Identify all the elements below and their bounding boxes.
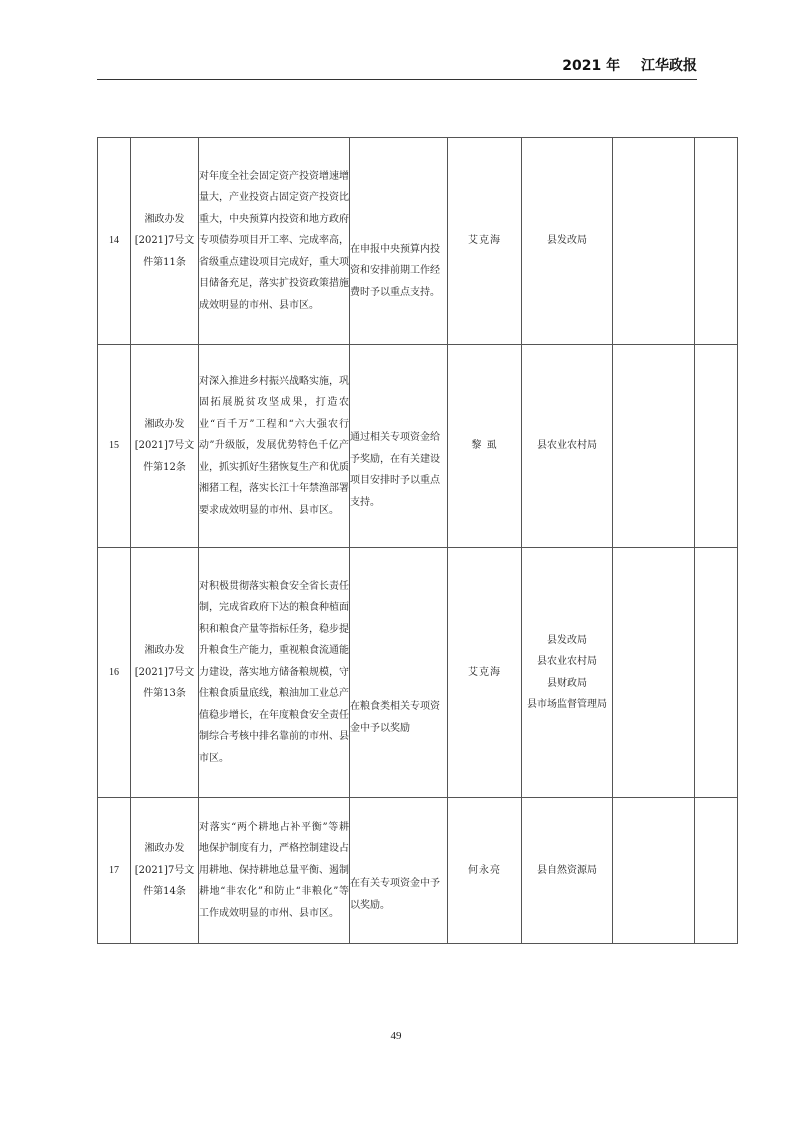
incentive-criteria: 对深入推进乡村振兴战略实施，巩固拓展脱贫攻坚成果，打造农业“百千万”工程和“六大强农行动”升级版，发展优势特色千亿产业，抓实抓好生猪恢复生产和优质湘猪工程，落实长江十年禁渔部署要求成效明显的市州、县市区。: [199, 345, 350, 548]
document-reference: 湘政办发[2021]7号文件第13条: [131, 548, 199, 798]
responsible-department: 县农业农村局: [522, 345, 613, 548]
empty-cell: [695, 345, 738, 548]
table-row: [98, 548, 738, 798]
responsible-department: 县发改局: [522, 138, 613, 345]
incentive-measure-text: 在粮食类相关专项资金中予以奖励: [350, 701, 440, 734]
row-number: 14: [98, 138, 131, 345]
incentive-measure: [350, 548, 448, 798]
row-number: 16: [98, 548, 131, 798]
table-row: [98, 345, 738, 548]
header-title: 江华政报: [641, 58, 697, 74]
incentive-measure: [350, 138, 448, 345]
incentive-criteria: 对落实“两个耕地占补平衡”等耕地保护制度有力，严格控制建设占用耕地、保持耕地总量平衡、遏制耕地“非农化”和防止“非粮化”等工作成效明显的市州、县市区。: [199, 798, 350, 944]
table-row: [98, 798, 738, 944]
incentive-measure-text: 在有关专项资金中予以奖励。: [350, 878, 440, 911]
incentive-measure: [350, 345, 448, 548]
empty-cell: [695, 548, 738, 798]
responsible-person: 黎 虱: [448, 345, 522, 548]
page-number: 49: [390, 1030, 402, 1042]
responsible-department: 县自然资源局: [522, 798, 613, 944]
page-header: [97, 55, 697, 79]
responsible-person: 艾克海: [448, 138, 522, 345]
responsible-person: 何永亮: [448, 798, 522, 944]
header-year: 2021 年: [562, 58, 621, 74]
incentive-measure: [350, 798, 448, 944]
document-reference: 湘政办发[2021]7号文件第11条: [131, 138, 199, 345]
empty-cell: [613, 138, 695, 345]
incentive-measure-text: 通过相关专项资金给予奖励，在有关建设项目安排时予以重点支持。: [350, 432, 440, 508]
incentive-table: [97, 137, 738, 944]
empty-cell: [613, 345, 695, 548]
department-name: 县发改局: [547, 634, 587, 646]
document-reference: 湘政办发[2021]7号文件第12条: [131, 345, 199, 548]
department-name: 县农业农村局: [537, 656, 597, 667]
department-name: 县市场监督管理局: [527, 699, 607, 710]
row-number: 17: [98, 798, 131, 944]
empty-cell: [613, 548, 695, 798]
responsible-person: 艾克海: [448, 548, 522, 798]
table-row: [98, 138, 738, 345]
empty-cell: [695, 798, 738, 944]
incentive-criteria: 对年度全社会固定资产投资增速增量大，产业投资占固定资产投资比重大，中央预算内投资和地方政府专项债券项目开工率、完成率高，省级重点建设项目完成好，重大项目储备充足，落实扩投资政策措施成效明显的市州、县市区。: [199, 138, 350, 345]
incentive-measure-text: 在申报中央预算内投资和安排前期工作经费时予以重点支持。: [350, 243, 440, 298]
empty-cell: [613, 798, 695, 944]
department-name: 县财政局: [547, 677, 587, 689]
responsible-departments: [522, 548, 613, 798]
document-reference: 湘政办发[2021]7号文件第14条: [131, 798, 199, 944]
incentive-criteria: 对积极贯彻落实粮食安全省长责任制，完成省政府下达的粮食种植面积和粮食产量等指标任务，稳步提升粮食生产能力，重视粮食流通能力建设，落实地方储备粮规模，守住粮食质量底线，粮油加工业总产值稳步增长，在年度粮食安全责任制综合考核中排名靠前的市州、县市区。: [199, 548, 350, 798]
empty-cell: [695, 138, 738, 345]
header-rule: [97, 79, 697, 80]
row-number: 15: [98, 345, 131, 548]
